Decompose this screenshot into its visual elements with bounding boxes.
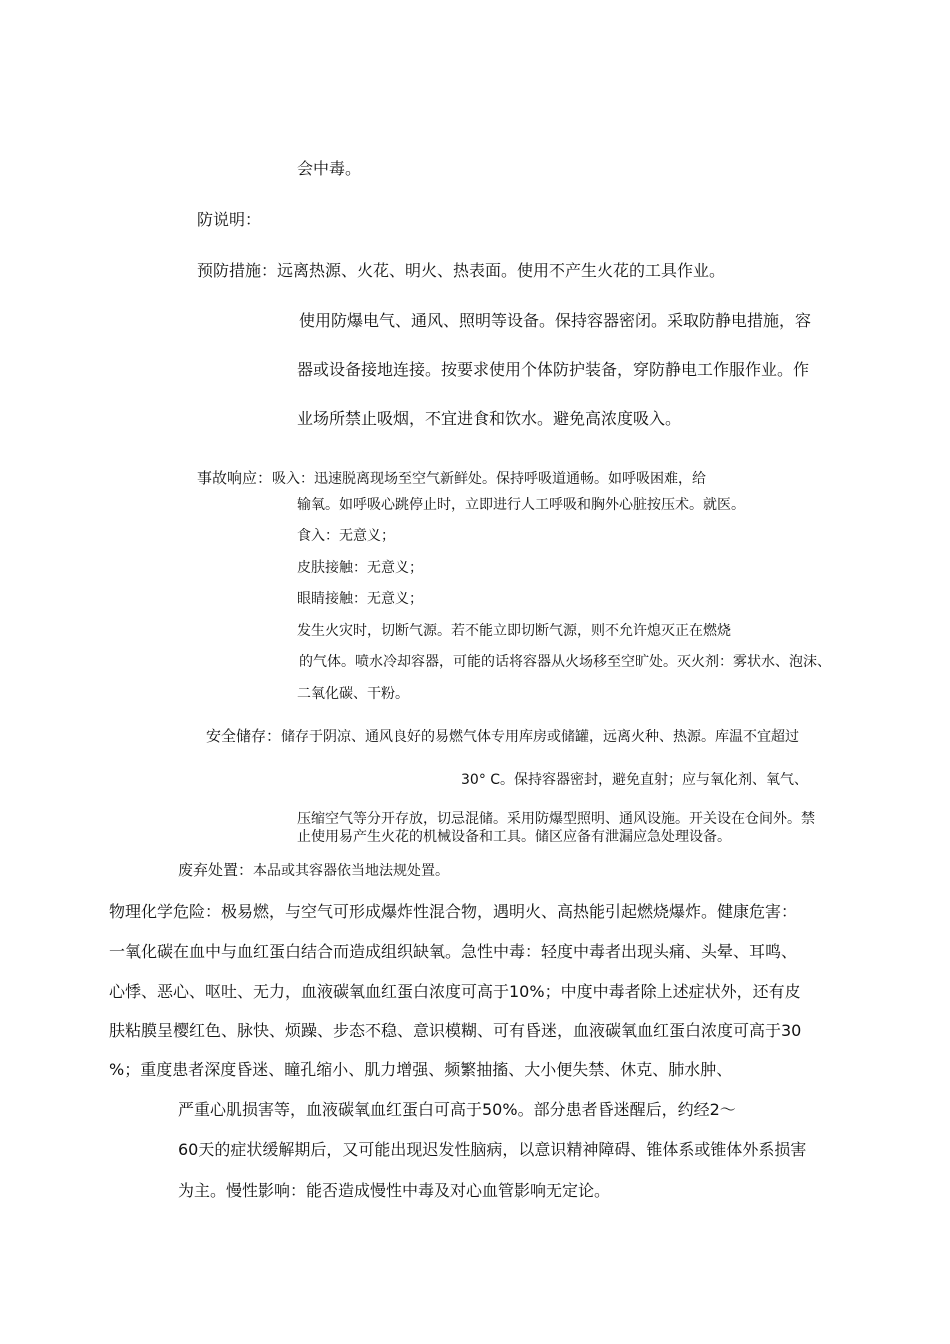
precautions-heading: 防说明： [197, 210, 262, 229]
disposal-label: 废弃处置： [178, 861, 254, 879]
hazard-line: 物理化学危险：极易燃，与空气可形成爆炸性混合物，遇明火、高热能引起燃烧爆炸。健康危害： [109, 902, 798, 921]
prevention-line: 器或设备接地连接。按要求使用个体防护装备，穿防静电工作服作业。作 [297, 360, 810, 379]
storage-row [206, 727, 799, 746]
response-fire: 的气体。喷水冷却容器，可能的话将容器从火场移至空旷处。灭火剂：雾状水、泡沫、 [299, 654, 831, 670]
hazard-line: 一氧化碳在血中与血红蛋白结合而造成组织缺氧。急性中毒：轻度中毒者出现头痛、头晕、耳鸣、 [109, 942, 798, 961]
response-label: 事故响应： [197, 469, 273, 487]
prevention-text: 远离热源、火花、明火、热表面。使用不产生火花的工具作业。 [277, 261, 726, 280]
hazard-line: 心悸、恶心、呕吐、无力，血液碳氧血红蛋白浓度可高于10%；中度中毒者除上述症状外，还有皮 [109, 982, 801, 1001]
intro-line: 会中毒。 [297, 159, 362, 178]
storage-line: 止使用易产生火花的机械设备和工具。储区应备有泄漏应急处理设备。 [297, 829, 731, 845]
hazard-line: 为主。慢性影响：能否造成慢性中毒及对心血管影响无定论。 [178, 1181, 611, 1200]
storage-text: 储存于阴凉、通风良好的易燃气体专用库房或储罐，远离火种、热源。库温不宜超过 [281, 729, 800, 745]
prevention-row [197, 261, 725, 280]
response-skin: 皮肤接触：无意义； [297, 560, 423, 576]
hazard-line: 严重心肌损害等，血液碳氧血红蛋白可高于50%。部分患者昏迷醒后，约经2～ [178, 1100, 736, 1119]
response-fire: 发生火灾时，切断气源。若不能立即切断气源，则不允许熄灭正在燃烧 [297, 623, 731, 639]
disposal-text: 本品或其容器依当地法规处置。 [253, 863, 450, 879]
prevention-line: 业场所禁止吸烟，不宜进食和饮水。避免高浓度吸入。 [297, 409, 682, 428]
storage-label: 安全储存： [206, 727, 282, 745]
response-text: 吸入：迅速脱离现场至空气新鲜处。保持呼吸道通畅。如呼吸困难，给 [272, 471, 707, 487]
prevention-label: 预防措施： [197, 261, 278, 280]
response-ingestion: 食入：无意义； [297, 528, 395, 544]
hazard-line: 肤粘膜呈樱红色、脉快、烦躁、步态不稳、意识模糊、可有昏迷，血液碳氧血红蛋白浓度可高于30 [109, 1021, 802, 1040]
disposal-row [178, 861, 449, 880]
hazard-line: 60天的症状缓解期后，又可能出现迟发性脑病，以意识精神障碍、锥体系或锥体外系损害 [178, 1140, 807, 1159]
response-row [197, 469, 706, 488]
response-fire: 二氧化碳、干粉。 [297, 686, 409, 702]
storage-line: 30° C。保持容器密封，避免直射；应与氧化剂、氧气、 [461, 772, 809, 788]
hazard-line: %；重度患者深度昏迷、瞳孔缩小、肌力增强、频繁抽搐、大小便失禁、休克、肺水肿、 [109, 1060, 733, 1079]
storage-line: 压缩空气等分开存放，切忌混储。采用防爆型照明、通风设施。开关设在仓间外。禁 [297, 811, 815, 827]
response-eye: 眼睛接触：无意义； [297, 591, 423, 607]
response-line: 输氧。如呼吸心跳停止时，立即进行人工呼吸和胸外心脏按压术。就医。 [297, 497, 745, 513]
prevention-line: 使用防爆电气、通风、照明等设备。保持容器密闭。采取防静电措施，容 [299, 311, 812, 330]
